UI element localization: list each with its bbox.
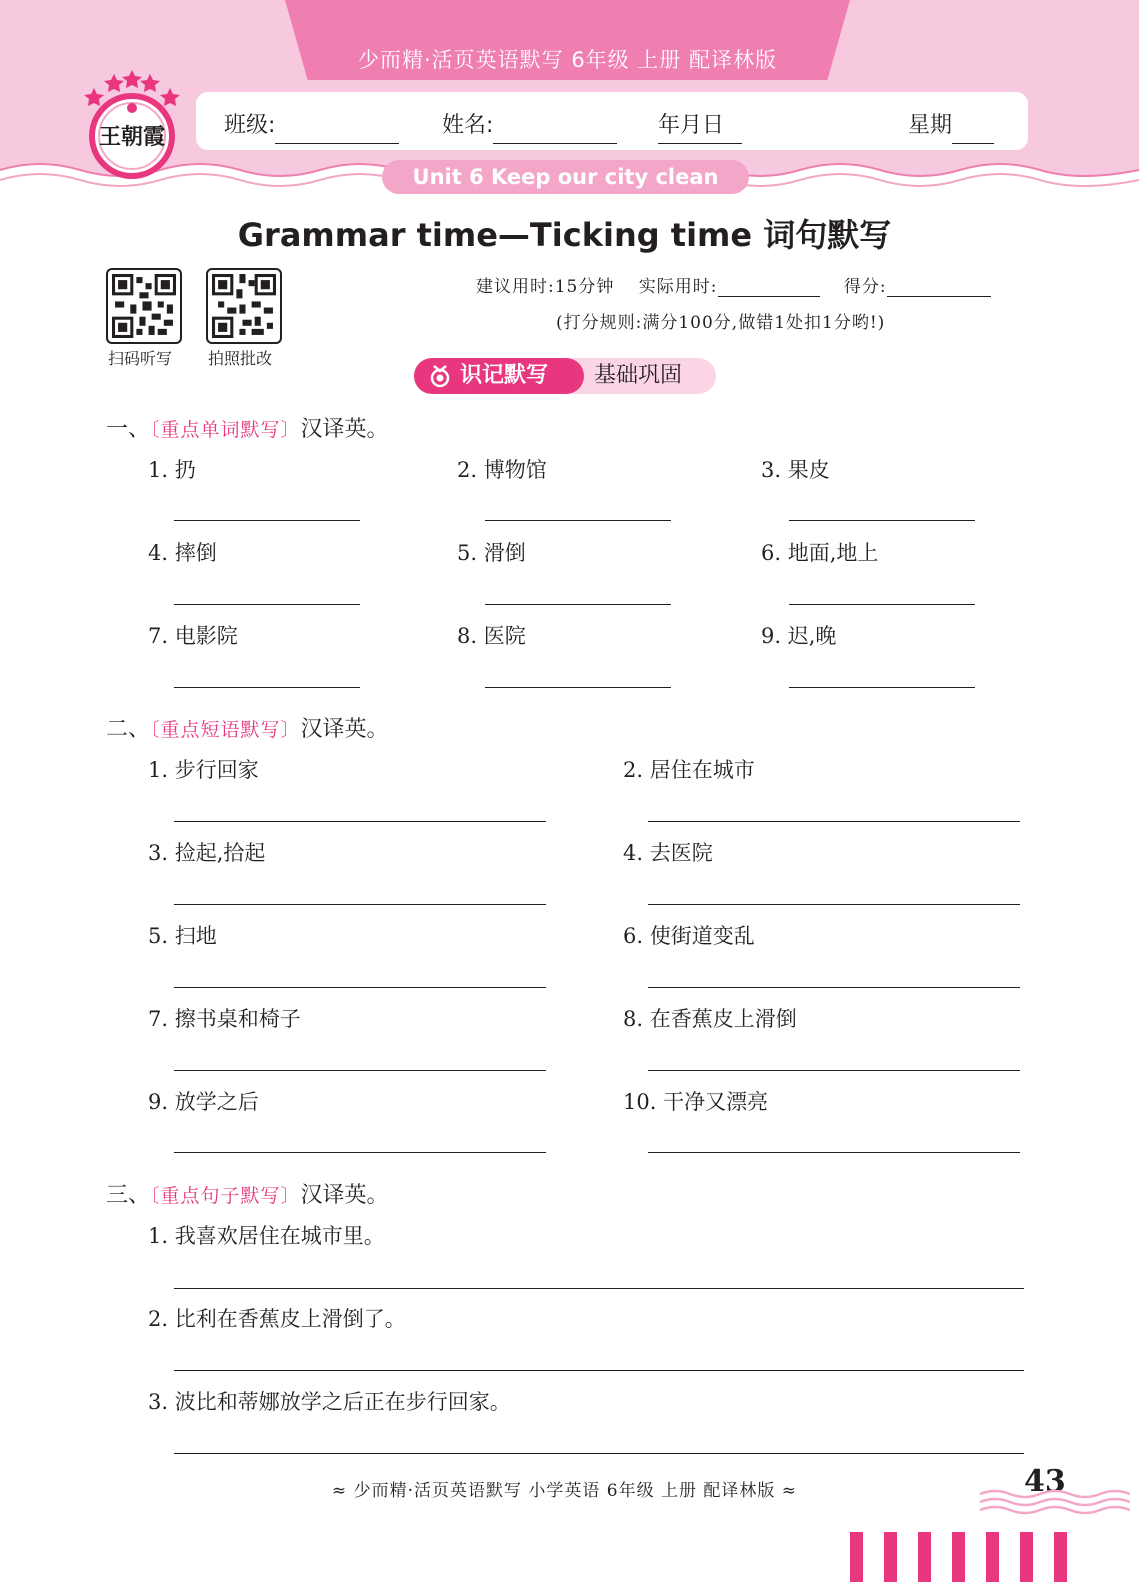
phrase-item: 5. 扫地 — [148, 924, 217, 948]
phrase-item: 6. 使街道变乱 — [623, 924, 755, 948]
sentence-item: 2. 比利在香蕉皮上滑倒了。 — [148, 1307, 406, 1331]
answer-line[interactable] — [648, 821, 1020, 822]
weekday-label: 星期 — [908, 113, 953, 138]
word-item: 2. 博物馆 — [457, 458, 547, 482]
section-instruction: 汉译英。 — [300, 417, 389, 442]
section-instruction: 汉译英。 — [300, 1183, 389, 1208]
answer-line[interactable] — [648, 1070, 1020, 1071]
name-label: 姓名: — [442, 113, 494, 138]
qr-code-icon — [212, 274, 276, 338]
phrase-item: 10. 干净又漂亮 — [623, 1090, 769, 1114]
year-label: 年 — [658, 113, 681, 138]
badge-primary — [414, 358, 584, 394]
answer-line[interactable] — [174, 904, 546, 905]
sentence-item: 3. 波比和蒂娜放学之后正在步行回家。 — [148, 1390, 511, 1414]
phrase-item: 3. 捡起,拾起 — [148, 841, 266, 865]
grading-qr-code[interactable] — [206, 268, 282, 344]
answer-line[interactable] — [648, 987, 1020, 988]
section-number: 二、 — [106, 717, 151, 742]
actual-time-label: 实际用时: — [638, 277, 718, 297]
answer-line[interactable] — [174, 520, 360, 521]
answer-line[interactable] — [174, 1152, 546, 1153]
grading-qr-label: 拍照批改 — [208, 349, 273, 368]
class-label: 班级: — [224, 113, 276, 138]
page-title: Grammar time—Ticking time 词句默写 — [237, 216, 892, 254]
word-item: 6. 地面,地上 — [761, 541, 879, 565]
class-field[interactable] — [224, 108, 275, 139]
phrase-item: 8. 在香蕉皮上滑倒 — [623, 1007, 797, 1031]
badge-primary-label: 识记默写 — [460, 363, 549, 388]
section-tag: 〔重点句子默写〕 — [150, 1185, 301, 1207]
word-item: 8. 医院 — [457, 624, 526, 648]
phrase-item: 1. 步行回家 — [148, 758, 259, 782]
answer-line[interactable] — [648, 1152, 1020, 1153]
listen-qr-label: 扫码听写 — [108, 349, 173, 368]
word-item: 3. 果皮 — [761, 458, 830, 482]
answer-line[interactable] — [789, 604, 975, 605]
name-field[interactable] — [442, 108, 493, 139]
footer-series: ≈ 少而精·活页英语默写 小学英语 6年级 上册 配译林版 ≈ — [331, 1481, 798, 1501]
svg-text:王朝霞: 王朝霞 — [98, 124, 166, 150]
student-info-bar — [196, 92, 1028, 150]
answer-line[interactable] — [174, 687, 360, 688]
section-instruction: 汉译英。 — [300, 717, 389, 742]
section-3-heading — [106, 1178, 389, 1209]
phrase-item: 2. 居住在城市 — [623, 758, 755, 782]
word-item: 9. 迟,晚 — [761, 624, 837, 648]
page-number: 43 — [1024, 1464, 1066, 1499]
section-1-heading — [106, 412, 389, 443]
score-field[interactable] — [887, 277, 991, 297]
actual-time-field[interactable] — [718, 277, 820, 297]
suggested-time: 建议用时:15分钟 — [476, 277, 615, 297]
answer-line[interactable] — [174, 987, 546, 988]
phrase-item: 9. 放学之后 — [148, 1090, 259, 1114]
section-badge — [414, 358, 716, 394]
answer-line[interactable] — [174, 1370, 1024, 1371]
time-score-row — [476, 272, 991, 297]
phrase-item: 4. 去医院 — [623, 841, 713, 865]
answer-line[interactable] — [174, 604, 360, 605]
listen-qr-code[interactable] — [106, 268, 182, 344]
word-item: 5. 滑倒 — [457, 541, 526, 565]
answer-line[interactable] — [485, 687, 671, 688]
scoring-rule: (打分规则:满分100分,做错1处扣1分哟!) — [556, 313, 886, 333]
answer-line[interactable] — [485, 604, 671, 605]
sentence-item: 1. 我喜欢居住在城市里。 — [148, 1224, 385, 1248]
answer-line[interactable] — [174, 821, 546, 822]
section-number: 一、 — [106, 417, 151, 442]
day-label: 日 — [702, 113, 725, 138]
answer-line[interactable] — [174, 1453, 1024, 1454]
word-item: 7. 电影院 — [148, 624, 238, 648]
footer-wave-decoration — [980, 1484, 1130, 1524]
footer-stripes — [850, 1532, 1090, 1582]
answer-line[interactable] — [648, 904, 1020, 905]
qr-code-icon — [112, 274, 176, 338]
medal-icon — [428, 364, 452, 388]
section-number: 三、 — [106, 1183, 151, 1208]
word-item: 4. 摔倒 — [148, 541, 217, 565]
phrase-item: 7. 擦书桌和椅子 — [148, 1007, 301, 1031]
score-label: 得分: — [843, 277, 887, 297]
answer-line[interactable] — [789, 520, 975, 521]
section-tag: 〔重点短语默写〕 — [150, 719, 301, 741]
month-label: 月 — [680, 113, 703, 138]
answer-line[interactable] — [789, 687, 975, 688]
date-field[interactable] — [658, 108, 724, 139]
answer-line[interactable] — [485, 520, 671, 521]
badge-secondary-label: 基础巩固 — [594, 363, 683, 388]
brand-logo — [80, 68, 184, 180]
section-2-heading — [106, 712, 389, 743]
series-title: 少而精·活页英语默写 6年级 上册 配译林版 — [357, 48, 778, 72]
answer-line[interactable] — [174, 1288, 1024, 1289]
answer-line[interactable] — [174, 1070, 546, 1071]
section-tag: 〔重点单词默写〕 — [150, 419, 301, 441]
word-item: 1. 扔 — [148, 458, 196, 482]
weekday-field[interactable] — [908, 108, 952, 139]
unit-title: Unit 6 Keep our city clean — [382, 160, 749, 194]
